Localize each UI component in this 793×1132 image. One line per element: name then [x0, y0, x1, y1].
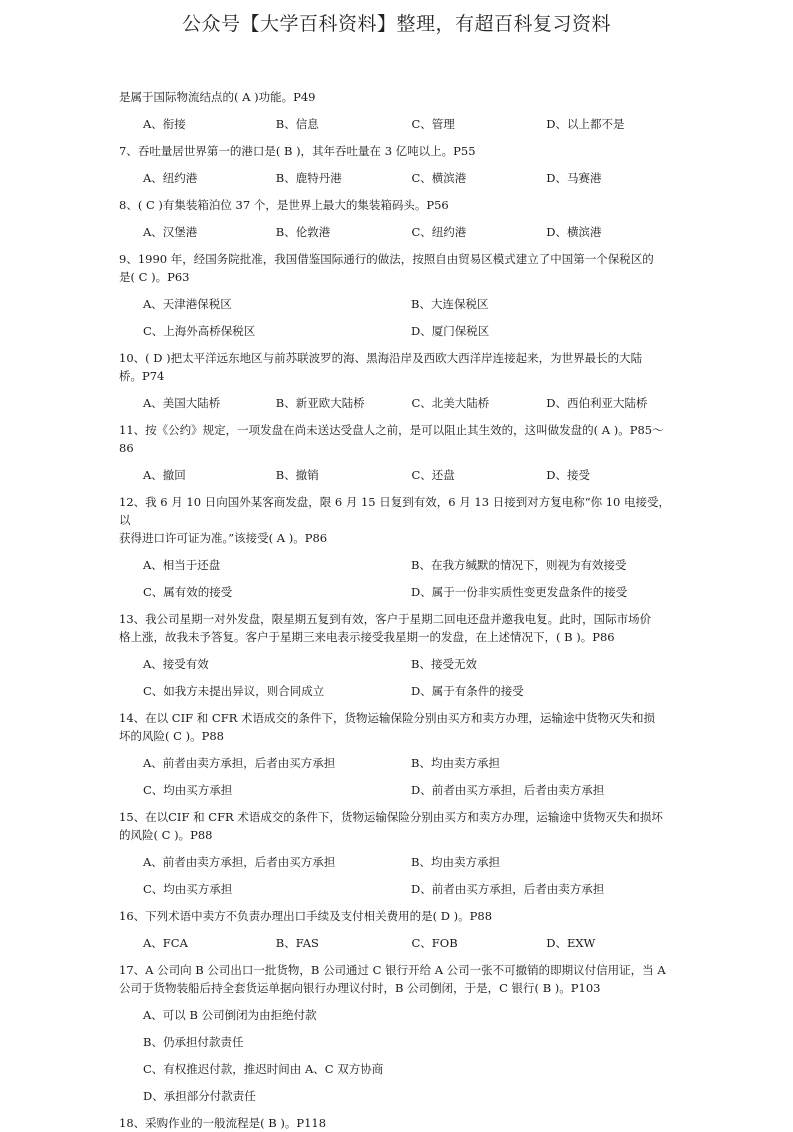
option-c: C、均由买方承担	[143, 882, 233, 896]
option-b: B、信息	[275, 117, 319, 131]
page-header: 公众号【大学百科资料】整理，有超百科复习资料	[181, 13, 611, 35]
option-b: B、仍承担付款责任	[143, 1035, 244, 1049]
option-b: B、撤销	[275, 468, 319, 482]
question-text: 16、下列术语中卖方不负责办理出口手续及支付相关费用的是( D )。P88	[119, 909, 493, 923]
option-c: C、均由买方承担	[143, 783, 233, 797]
options-row	[143, 853, 679, 871]
options-row	[143, 655, 679, 673]
question-text: 9、1990 年，经国务院批准，我国借鉴国际通行的做法，按照自由贸易区模式建立了中国第一个保税区的	[119, 252, 654, 266]
option-a: A、相当于还盘	[143, 558, 221, 572]
option-c: C、纽约港	[411, 225, 467, 239]
question-text: 13、我公司星期一对外发盘，限星期五复到有效，客户于星期二回电还盘并邀我电复。此时，国际市场价	[119, 612, 652, 626]
question-text: 12、我 6 月 10 日向国外某客商发盘，限 6 月 15 日复到有效，6 月 13 日接到对方复电称“你 10 电接受，以	[119, 495, 671, 527]
question-text-cont: 获得进口许可证为准。”该接受( A )。P86	[119, 531, 328, 545]
option-d: D、前者由买方承担，后者由卖方承担	[411, 882, 605, 896]
options-row	[143, 934, 679, 952]
question-text: 18、采购作业的一般流程是( B )。P118	[119, 1116, 327, 1130]
option-c: C、有权推迟付款，推迟时间由 A、C 双方协商	[143, 1062, 384, 1076]
option-b: B、均由卖方承担	[411, 756, 500, 770]
option-a: A、可以 B 公司倒闭为由拒绝付款	[143, 1008, 317, 1022]
options-row	[143, 169, 679, 187]
options-row	[143, 115, 679, 133]
option-b: B、鹿特丹港	[275, 171, 342, 185]
question-text-cont: 格上涨，故我未予答复。客户于星期三来电表示接受我星期一的发盘，在上述情况下，( B )。P86	[119, 630, 615, 644]
option-c: C、还盘	[411, 468, 455, 482]
option-d: D、接受	[546, 468, 590, 482]
option-c: C、如我方未提出异议，则合同成立	[143, 684, 325, 698]
option-a: A、前者由卖方承担，后者由买方承担	[143, 855, 336, 869]
options-row	[143, 295, 679, 313]
option-d: D、横滨港	[546, 225, 602, 239]
question-text: 7、吞吐量居世界第一的港口是( B )，其年吞吐量在 3 亿吨以上。P55	[119, 144, 476, 158]
option-c: C、上海外高桥保税区	[143, 324, 256, 338]
option-b: B、伦敦港	[275, 225, 331, 239]
question-text-cont: 坏的风险( C )。P88	[119, 729, 224, 743]
question-text-cont: 86	[119, 441, 134, 455]
option-b: B、接受无效	[411, 657, 477, 671]
option-d: D、属于一份非实质性变更发盘条件的接受	[411, 585, 628, 599]
options-row	[143, 583, 679, 601]
options-row	[143, 880, 679, 898]
options-row	[143, 466, 679, 484]
options-column	[143, 1006, 679, 1105]
option-d: D、西伯利亚大陆桥	[546, 396, 648, 410]
question-text: 是属于国际物流结点的( A )功能。P49	[119, 90, 316, 104]
option-a: A、撤回	[143, 468, 186, 482]
options-row	[143, 682, 679, 700]
option-a: A、接受有效	[143, 657, 209, 671]
options-row	[143, 781, 679, 799]
option-a: A、衔接	[143, 117, 186, 131]
question-text: 14、在以 CIF 和 CFR 术语成交的条件下，货物运输保险分别由买方和卖方办理，运输途中货物灭失和损	[119, 711, 656, 725]
options-row	[143, 322, 679, 340]
options-row	[143, 394, 679, 412]
option-b: B、FAS	[275, 936, 319, 950]
option-d: D、EXW	[546, 936, 596, 950]
question-text: 10、( D )把太平洋远东地区与前苏联波罗的海、黑海沿岸及西欧大西洋岸连接起来，为世界最长的大陆	[119, 351, 643, 365]
option-b: B、新亚欧大陆桥	[275, 396, 365, 410]
option-d: D、前者由买方承担，后者由卖方承担	[411, 783, 605, 797]
option-d: D、承担部分付款责任	[143, 1089, 256, 1103]
option-b: B、大连保税区	[411, 297, 489, 311]
option-a: A、汉堡港	[143, 225, 198, 239]
option-c: C、FOB	[411, 936, 458, 950]
option-c: C、属有效的接受	[143, 585, 233, 599]
option-d: D、属于有条件的接受	[411, 684, 524, 698]
question-list	[119, 88, 679, 1132]
option-a: A、天津港保税区	[143, 297, 232, 311]
question-text: 17、A 公司向 B 公司出口一批货物，B 公司通过 C 银行开给 A 公司一张不可撤销的即期议付信用证，当 A	[119, 963, 666, 977]
option-d: D、厦门保税区	[411, 324, 490, 338]
option-a: A、美国大陆桥	[143, 396, 221, 410]
options-row	[143, 223, 679, 241]
option-d: D、马赛港	[546, 171, 602, 185]
question-text: 11、按《公约》规定，一项发盘在尚未送达受盘人之前，是可以阻止其生效的，这叫做发盘的( A )。P85～	[119, 423, 664, 437]
option-c: C、管理	[411, 117, 455, 131]
option-c: C、横滨港	[411, 171, 467, 185]
option-d: D、以上都不是	[546, 117, 625, 131]
question-text-cont: 是( C )。P63	[119, 270, 190, 284]
question-text: 8、( C )有集装箱泊位 37 个，是世界上最大的集装箱码头。P56	[119, 198, 449, 212]
option-c: C、北美大陆桥	[411, 396, 490, 410]
question-text-cont: 桥。P74	[119, 369, 165, 383]
option-a: A、前者由卖方承担，后者由买方承担	[143, 756, 336, 770]
option-b: B、均由卖方承担	[411, 855, 500, 869]
option-b: B、在我方缄默的情况下，则视为有效接受	[411, 558, 627, 572]
option-a: A、纽约港	[143, 171, 198, 185]
question-text-cont: 公司于货物装船后持全套货运单据向银行办理议付时，B 公司倒闭，于是，C 银行( B )。P103	[119, 981, 601, 995]
question-text-cont: 的风险( C )。P88	[119, 828, 213, 842]
question-text: 15、在以CIF 和 CFR 术语成交的条件下，货物运输保险分别由买方和卖方办理，运输途中货物灭失和损坏	[119, 810, 663, 824]
option-a: A、FCA	[143, 936, 188, 950]
options-row	[143, 754, 679, 772]
options-row	[143, 556, 679, 574]
